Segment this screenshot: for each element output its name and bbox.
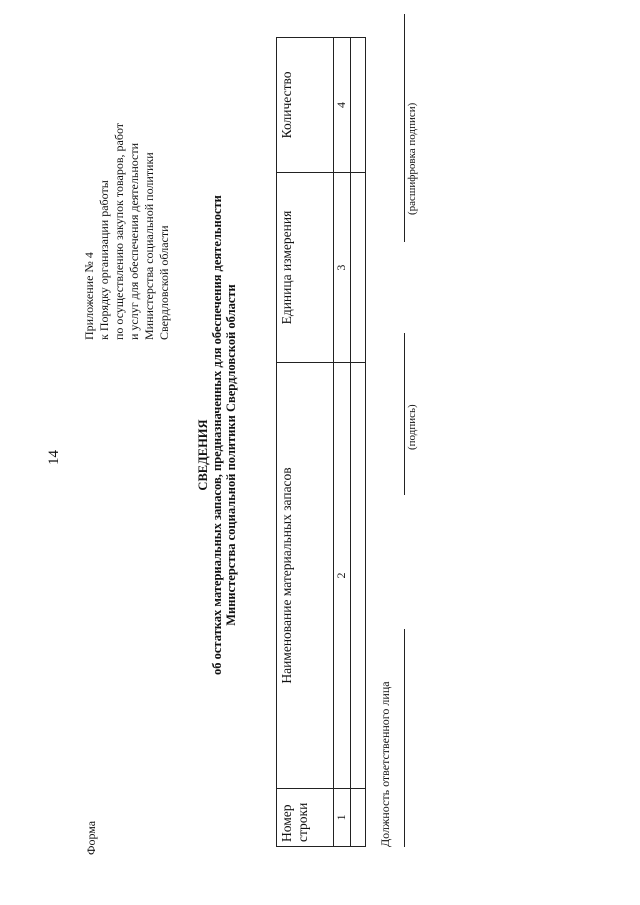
header-quantity: Количество — [277, 38, 334, 173]
appendix-line: Приложение № 4 — [82, 252, 96, 340]
appendix-line: по осуществлению закупок товаров, работ — [112, 122, 126, 340]
empty-cell[interactable] — [351, 363, 366, 788]
title-subline: об остатках материальных запасов, предназначенных для обеспечения деятельности — [210, 195, 224, 675]
signature-line — [404, 333, 405, 495]
table-header-row — [277, 38, 334, 847]
signature-caption: (подпись) — [406, 404, 418, 450]
appendix-note — [82, 123, 172, 340]
signature-decode-caption: (расшифровка подписи) — [406, 102, 418, 215]
appendix-line: Свердловской области — [157, 225, 171, 340]
document-title — [196, 195, 238, 675]
table-row — [351, 38, 366, 847]
appendix-line: к Порядку организации работы — [97, 180, 111, 340]
appendix-line: Министерства социальной политики — [142, 152, 156, 340]
header-unit: Единица измерения — [277, 172, 334, 362]
column-number: 4 — [334, 38, 351, 173]
position-line — [404, 629, 405, 847]
form-label: Форма — [84, 820, 98, 855]
signature-decode-line — [404, 14, 405, 242]
column-number: 1 — [334, 788, 351, 846]
responsible-position-label: Должность ответственного лица — [378, 681, 392, 847]
title-subline: Министерства социальной политики Свердловской области — [224, 284, 238, 626]
page-number: 14 — [46, 450, 62, 465]
header-material-name: Наименование материальных запасов — [277, 363, 334, 788]
column-number-row — [334, 38, 351, 847]
column-number: 2 — [334, 363, 351, 788]
inventory-table — [276, 37, 366, 847]
title-heading: СВЕДЕНИЯ — [196, 419, 210, 491]
empty-cell[interactable] — [351, 788, 366, 846]
empty-cell[interactable] — [351, 38, 366, 173]
header-row-number: Номер строки — [277, 788, 334, 846]
column-number: 3 — [334, 172, 351, 362]
appendix-line: и услуг для обеспечения деятельности — [127, 142, 141, 340]
empty-cell[interactable] — [351, 172, 366, 362]
